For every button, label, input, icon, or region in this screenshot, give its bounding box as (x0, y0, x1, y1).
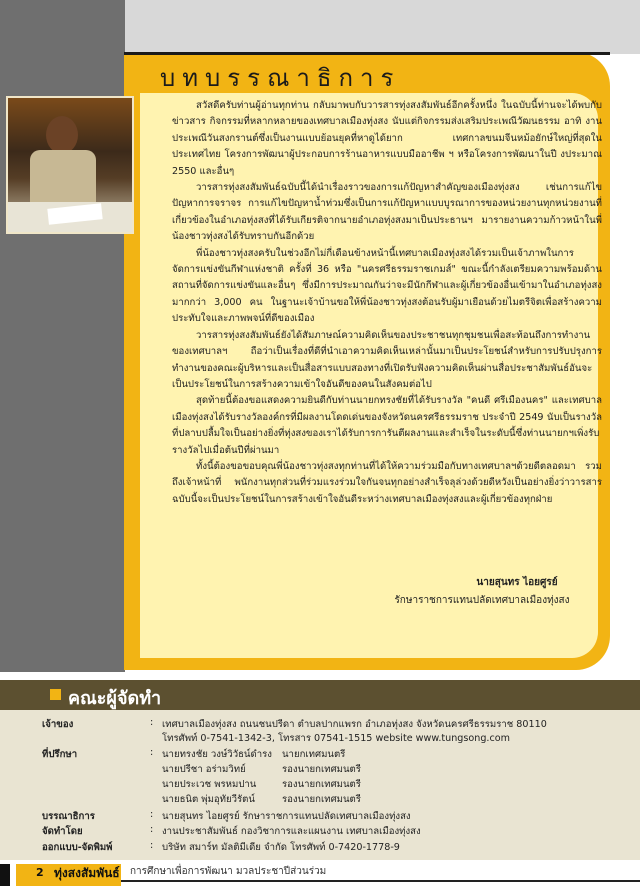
page-number: 2 (36, 866, 44, 879)
editorial-paragraph: สุดท้ายนี้ต้องขอแสดงความยินดีกับท่านนายกทรงชัยที่ได้รับรางวัล "คนดี ศรีเมืองนคร" และเทศบาลเมืองทุ่งสงได้รับรางวัลองค์กรที่มีผลงานโดดเด่นของจังหวัดนครศรีธรรมราช ประจำปี 2549 นับเป็นรางวัลที่ปลาบปลื้มใจเป็นอย่างยิ่งที่ทุ่งสงของเราได้รับการการันตีผลงานและสำเร็จในระดับนี้ซึ่งท่านนายกฯเพิ่งรับรางวัลไปเมื่อต้นปีที่ผ่านมา (172, 395, 602, 456)
footer-black-block (0, 864, 10, 886)
advisor-name: นายธนิต พุ่มอุทัยวีรัตน์ (162, 794, 255, 805)
credits-heading: คณะผู้จัดทำ (68, 688, 162, 709)
colon: : (150, 717, 154, 728)
editor-value: นายสุนทร ไอยศูรย์ รักษาราชการแทนปลัดเทศบาลเมืองทุ่งสง (162, 811, 411, 822)
colon: : (150, 840, 154, 851)
design-label: ออกแบบ-จัดพิมพ์ (42, 842, 113, 853)
owner-address: เทศบาลเมืองทุ่งสง ถนนชนปรีดา ตำบลปากแพรก อำเภอทุ่งสง จังหวัดนครศรีธรรมราช 80110 (162, 719, 547, 730)
editorial-body (172, 98, 602, 508)
advisor-name: นายทรงชัย วงษ์วิวัธน์ดำรง (162, 749, 272, 760)
photo-body-shape (30, 150, 96, 210)
author-photo (6, 96, 134, 234)
producer-value: งานประชาสัมพันธ์ กองวิชาการและแผนงาน เทศบาลเมืองทุ่งสง (162, 826, 421, 837)
owner-contact: โทรศัพท์ 0-7541-1342-3, โทรสาร 07541-1515 website www.tungsong.com (162, 733, 510, 744)
footer-tagline: การศึกษาเพื่อการพัฒนา มวลประชาปีส่วนร่วม (130, 866, 327, 877)
editorial-paragraph: วารสารทุ่งสงสัมพันธ์ฉบับนี้ได้นำเรื่องราวของการแก้ปัญหาสำคัญของเมืองทุ่งสง เช่นการแก้ไขปัญหาการจราจร การแก้ไขปัญหาน้ำท่วมซึ่งเป็นการแก้ปัญหาแบบบูรณาการของหน่วยงานทุกหน่วยงานที่เกี่ยวข้องในอำเภอทุ่งสงที่ได้รับเกียรติจากนายอำเภอทุ่งสงมาเป็นประธานฯ มารายงานความก้าวหน้าในพี่น้องชาวทุ่งสงได้รับทราบกันอีกด้วย (172, 182, 602, 243)
advisor-position: รองนายกเทศมนตรี (282, 794, 361, 805)
editor-label: บรรณาธิการ (42, 811, 95, 822)
editorial-paragraph: พี่น้องชาวทุ่งสงครับในช่วงอีกไม่กี่เดือนข้างหน้านี้เทศบาลเมืองทุ่งสงได้รวมเป็นเจ้าภาพในการจัดการแข่งขันกีฬาแห่งชาติ ครั้งที่ 36 หรือ "นครศรีธรรมราชเกมส์" ขณะนี้กำลังเตรียมความพร้อมด้านสถานที่จัดการแข่งขันและอื่นๆ ซึ่งมีการประมาณกันว่าจะมีนักกีฬาและผู้เกี่ยวข้องอื่นเข้ามาในอำเภอทุ่งสงมากกว่า 3,000 คน ในฐานะเจ้าบ้านขอให้พี่น้องชาวทุ่งสงต้อนรับผู้มาเยือนด้วยไมตรีจิตเพื่อสร้างความประทับใจและภาพพจน์ที่ดีของเมือง (172, 247, 602, 325)
signature-role: รักษาราชการแทนปลัดเทศบาลเมืองทุ่งสง (394, 595, 570, 606)
advisor-position: รองนายกเทศมนตรี (282, 764, 361, 775)
colon: : (150, 824, 154, 835)
advisor-position: นายกเทศมนตรี (282, 749, 346, 760)
signature-name: นายสุนทร ไอยศูรย์ (476, 577, 558, 588)
top-gray-strip (125, 0, 640, 54)
editorial-paragraph: ทั้งนี้ต้องขอขอบคุณพี่น้องชาวทุ่งสงทุกท่านที่ได้ให้ความร่วมมือกับทางเทศบาลฯด้วยดีตลอดมา รวมถึงเจ้าหน้าที่ พนักงานทุกส่วนที่ร่วมแรงร่วมใจกันจนทุกอย่างสำเร็จลุล่วงด้วยดีหวังเป็นอย่างยิ่งว่าวารสารฉบับนี้จะเป็นประโยชน์ในการสร้างเข้าใจอันดีระหว่างเทศบาลเมืองทุ่งสงและผู้เกี่ยวข้องทุกฝ่าย (172, 460, 602, 505)
title-rule (124, 52, 610, 55)
footer-brand: ทุ่งสงสัมพันธ์ (54, 866, 120, 880)
owner-label: เจ้าของ (42, 719, 74, 730)
editorial-paragraph: สวัสดีครับท่านผู้อ่านทุกท่าน กลับมาพบกับวารสารทุ่งสงสัมพันธ์อีกครั้งหนึ่ง ในฉบับนี้ท่านจะได้พบกับข่าวสาร กิจกรรมที่หลากหลายของเทศบาลเมืองทุ่งสง นับแต่กิจกรรมส่งเสริมประเพณีวัฒนธรรม อาทิ งานประเพณีวันสงกรานต์ซึ่งเป็นงานแบบย้อนยุคที่หาดูได้ยาก เทศกาลขนมจีนหม้อยักษ์ใหญ่ที่สุดในประเทศไทย โครงการพัฒนาผู้ประกอบการร้านอาหารแบบมืออาชีพ ฯ หรือโครงการพัฒนาในปี งประมาณ 2550 และอื่นๆ (172, 100, 602, 177)
colon: : (150, 809, 154, 820)
square-bullet-icon (50, 689, 61, 700)
colon: : (150, 747, 154, 758)
footer-rule (121, 880, 640, 882)
design-value: บริษัท สมาร์ท มัลติมีเดีย จำกัด โทรศัพท์ 0-7420-1778-9 (162, 842, 400, 853)
photo-head-shape (46, 116, 78, 154)
producer-label: จัดทำโดย (42, 826, 83, 837)
advisors-label: ที่ปรึกษา (42, 749, 78, 760)
signature-block (362, 574, 602, 610)
editorial-paragraph: วารสารทุ่งสงสัมพันธ์ยังได้สัมภาษณ์ความคิดเห็นของประชาชนทุกชุมชนเพื่อสะท้อนถึงการทำงานของเทศบาลฯ ถือว่าเป็นเรื่องที่ดีที่นำเอาความคิดเห็นเหล่านั้นมาเป็นประโยชน์สำหรับการปรับปรุงการทำงานของคณะผู้บริหารและเป็นสื่อสารแบบสองทางที่เปิดรับฟังความคิดเห็นผ่านสื่อประชาสัมพันธ์อันจะเป็นประโยชน์ในการสร้างความเข้าใจอันดีของคนในสังคมต่อไป (172, 329, 602, 390)
editorial-title: บทบรรณาธิการ (160, 64, 401, 92)
advisor-position: รองนายกเทศมนตรี (282, 779, 361, 790)
advisor-name: นายปรีชา อร่ามวิทย์ (162, 764, 246, 775)
advisor-name: นายประเวช พรหมปาน (162, 779, 257, 790)
